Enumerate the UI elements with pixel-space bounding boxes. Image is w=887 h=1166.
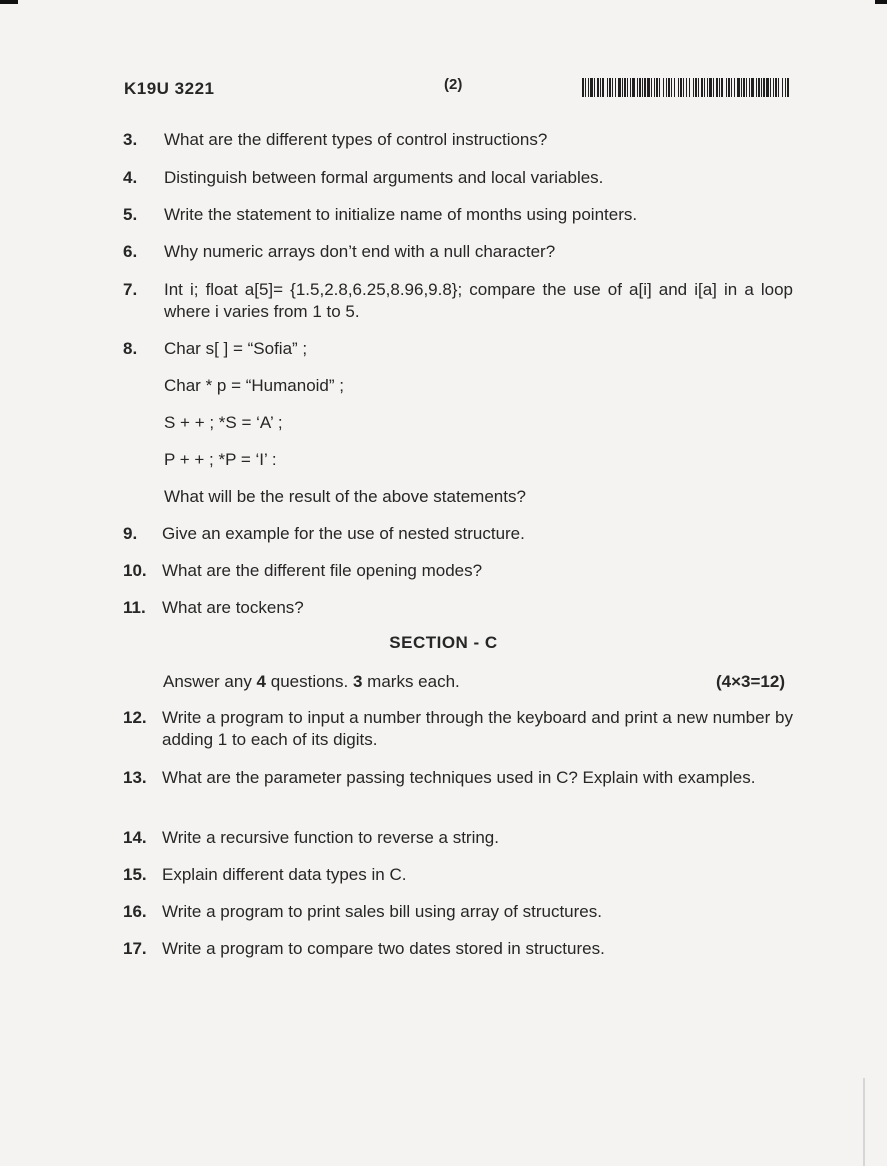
question-item — [123, 938, 793, 960]
question-number: 8. — [123, 339, 138, 358]
question-item — [123, 204, 793, 226]
question-text: Write a recursive function to reverse a string. — [162, 828, 499, 847]
question-item — [123, 338, 793, 360]
instruction-mid: questions. — [266, 672, 353, 691]
question-item — [123, 827, 793, 849]
question-item — [123, 767, 793, 789]
question-number: 6. — [123, 242, 138, 261]
question-number: 15. — [123, 865, 147, 884]
page-number: (2) — [444, 76, 463, 93]
question-number: 7. — [123, 280, 138, 299]
code-line: Char * p = “Humanoid” ; — [164, 376, 344, 395]
question-number: 13. — [123, 768, 147, 787]
section-title: SECTION - C — [389, 633, 498, 652]
question-number: 9. — [123, 524, 138, 543]
scan-corner-mark — [0, 0, 18, 4]
paper-code: K19U 3221 — [124, 79, 215, 98]
question-text: Give an example for the use of nested structure. — [162, 524, 525, 543]
instruction-suffix: marks each. — [362, 672, 460, 691]
question-subtext: What will be the result of the above statements? — [164, 487, 526, 506]
question-number: 10. — [123, 561, 147, 580]
barcode-stripe — [787, 78, 789, 97]
question-number: 3. — [123, 130, 138, 149]
question-item — [123, 597, 793, 619]
question-item — [123, 560, 793, 582]
question-text: Explain different data types in C. — [162, 865, 407, 884]
instruction-marks-each: 3 — [352, 672, 363, 691]
instruction-prefix: Answer any — [163, 672, 257, 691]
question-number: 17. — [123, 939, 147, 958]
question-item — [123, 523, 793, 545]
question-text: Int i; float a[5]= {1.5,2.8,6.25,8.96,9.8}; compare the use of a[i] and i[a] in a loop where i varies from 1 to 5. — [164, 280, 793, 321]
code-line: S + + ; *S = ‘A’ ; — [164, 413, 283, 432]
marks-total: (4×3=12) — [716, 672, 785, 691]
question-number: 14. — [123, 828, 147, 847]
scan-corner-mark — [875, 0, 887, 4]
barcode — [582, 78, 790, 97]
question-item — [123, 241, 793, 263]
question-number: 16. — [123, 902, 147, 921]
question-number: 11. — [123, 598, 146, 617]
code-line: P + + ; *P = ‘I’ : — [164, 450, 277, 469]
question-text: Char s[ ] = “Sofia” ; — [164, 339, 308, 358]
question-item — [123, 167, 793, 189]
question-text: What are tockens? — [162, 598, 304, 617]
question-text: Distinguish between formal arguments and local variables. — [164, 168, 604, 187]
question-text: Write a program to compare two dates stored in structures. — [162, 939, 605, 958]
question-text: What are the different types of control instructions? — [164, 130, 548, 149]
question-item — [123, 707, 793, 751]
question-text: What are the different file opening modes? — [162, 561, 483, 580]
scan-edge-shadow — [863, 1078, 865, 1166]
question-text: Write a program to input a number through the keyboard and print a new number by adding 1 to each of its digits. — [162, 708, 793, 749]
question-number: 5. — [123, 205, 138, 224]
question-text: Write a program to print sales bill using array of structures. — [162, 902, 602, 921]
question-item — [123, 279, 793, 323]
question-item — [123, 129, 793, 151]
question-item — [123, 901, 793, 923]
question-text: Why numeric arrays don’t end with a null character? — [164, 242, 556, 261]
question-text: What are the parameter passing techniques used in C? Explain with examples. — [162, 768, 756, 787]
page-header — [124, 76, 790, 104]
question-number: 4. — [123, 168, 138, 187]
question-text: Write the statement to initialize name of months using pointers. — [164, 205, 638, 224]
question-item — [123, 864, 793, 886]
section-instruction — [163, 672, 785, 692]
instruction-count: 4 — [256, 672, 267, 691]
question-number: 12. — [123, 708, 147, 727]
